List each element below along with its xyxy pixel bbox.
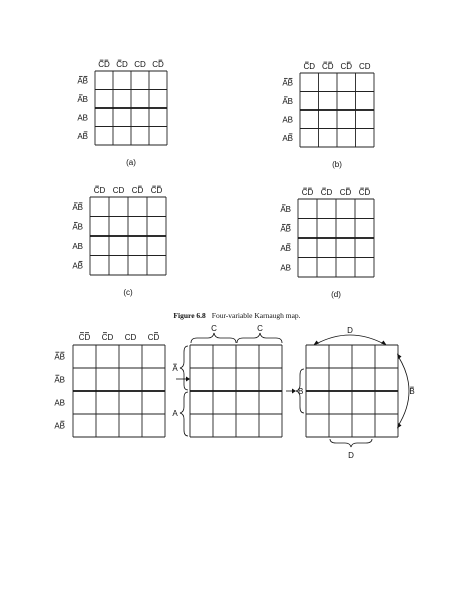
row-label: AB bbox=[72, 222, 83, 232]
arrow-head bbox=[186, 377, 190, 382]
brace-a bbox=[180, 392, 188, 436]
column-label: CD bbox=[303, 62, 316, 71]
column-label: CD bbox=[320, 188, 333, 197]
arrow-head bbox=[292, 389, 296, 394]
column-label: CD bbox=[101, 333, 114, 342]
row-label: AB bbox=[77, 94, 88, 104]
kmap-c bbox=[72, 186, 166, 297]
bottom-kmap-grid bbox=[306, 345, 398, 437]
arrow-head bbox=[381, 341, 387, 346]
row-label: AB bbox=[72, 202, 83, 212]
row-label: AB bbox=[77, 131, 88, 141]
arc-label-d: D bbox=[347, 326, 353, 335]
kmap-d bbox=[280, 188, 374, 299]
column-label: CD bbox=[93, 186, 106, 195]
brace-d bbox=[330, 439, 372, 447]
arc-label-b-bar: B bbox=[409, 387, 415, 396]
row-label: AB bbox=[77, 113, 88, 123]
brace-label-a: A bbox=[172, 409, 178, 418]
column-label: CD bbox=[134, 60, 146, 69]
kmap-grid bbox=[90, 197, 166, 275]
kmap-grid bbox=[298, 199, 374, 277]
arc-d bbox=[316, 335, 384, 344]
sublabel: (d) bbox=[331, 290, 341, 299]
brace-c-left bbox=[191, 333, 236, 343]
brace-label-a: A bbox=[172, 364, 178, 373]
row-label: AB bbox=[54, 421, 65, 431]
row-label: AB bbox=[77, 76, 88, 86]
figure-number: Figure 6.8 bbox=[173, 311, 206, 320]
arrow-head bbox=[314, 341, 320, 346]
kmap-b bbox=[282, 62, 374, 169]
row-label: AB bbox=[282, 133, 293, 143]
sublabel: (c) bbox=[123, 288, 133, 297]
figure-title: Four-variable Karnaugh map. bbox=[211, 311, 301, 320]
row-label: AB bbox=[54, 352, 65, 362]
row-label: AB bbox=[280, 224, 291, 234]
column-label: CD bbox=[321, 62, 334, 71]
row-label: AB bbox=[282, 115, 293, 125]
brace-c-right bbox=[237, 333, 282, 343]
column-label: CD bbox=[124, 333, 137, 342]
row-label: AB bbox=[280, 263, 291, 273]
sublabel: (b) bbox=[332, 160, 342, 169]
bottom-kmap-grid bbox=[73, 345, 165, 437]
column-label: CD bbox=[152, 60, 164, 69]
column-label: CD bbox=[358, 62, 371, 71]
row-label: AB bbox=[54, 375, 65, 385]
arc-b-bar bbox=[398, 356, 409, 426]
bottom-kmap-adjacency-b-d bbox=[296, 326, 415, 460]
brace-label-c: C bbox=[211, 324, 217, 333]
brace-label-c: C bbox=[257, 324, 263, 333]
column-label: CD bbox=[98, 60, 110, 69]
bottom-kmap bbox=[54, 333, 165, 437]
column-label: CD bbox=[131, 186, 144, 195]
column-label: CD bbox=[147, 333, 160, 342]
sublabel: (a) bbox=[126, 158, 136, 167]
row-label: AB bbox=[282, 78, 293, 88]
column-label: CD bbox=[301, 188, 314, 197]
kmap-a bbox=[77, 60, 167, 167]
brace-label-b: B bbox=[298, 387, 304, 396]
row-label: AB bbox=[280, 204, 291, 214]
column-label: CD bbox=[358, 188, 371, 197]
kmap-grid bbox=[95, 71, 167, 145]
bottom-kmap-grid bbox=[190, 345, 282, 437]
column-label: CD bbox=[339, 188, 352, 197]
row-label: AB bbox=[282, 96, 293, 106]
kmap-grid bbox=[300, 73, 374, 147]
brace-a-bar bbox=[180, 346, 188, 390]
column-label: CD bbox=[340, 62, 353, 71]
brace-label-d: D bbox=[348, 451, 354, 460]
column-label: CD bbox=[78, 333, 91, 342]
bottom-kmap-adjacency-a-c bbox=[172, 324, 282, 437]
figure-caption bbox=[173, 311, 300, 320]
column-label: CD bbox=[116, 60, 128, 69]
row-label: AB bbox=[280, 243, 291, 253]
column-label: CD bbox=[150, 186, 163, 195]
row-label: AB bbox=[72, 241, 83, 251]
row-label: AB bbox=[72, 261, 83, 271]
row-label: AB bbox=[54, 398, 65, 408]
column-label: CD bbox=[112, 186, 125, 195]
